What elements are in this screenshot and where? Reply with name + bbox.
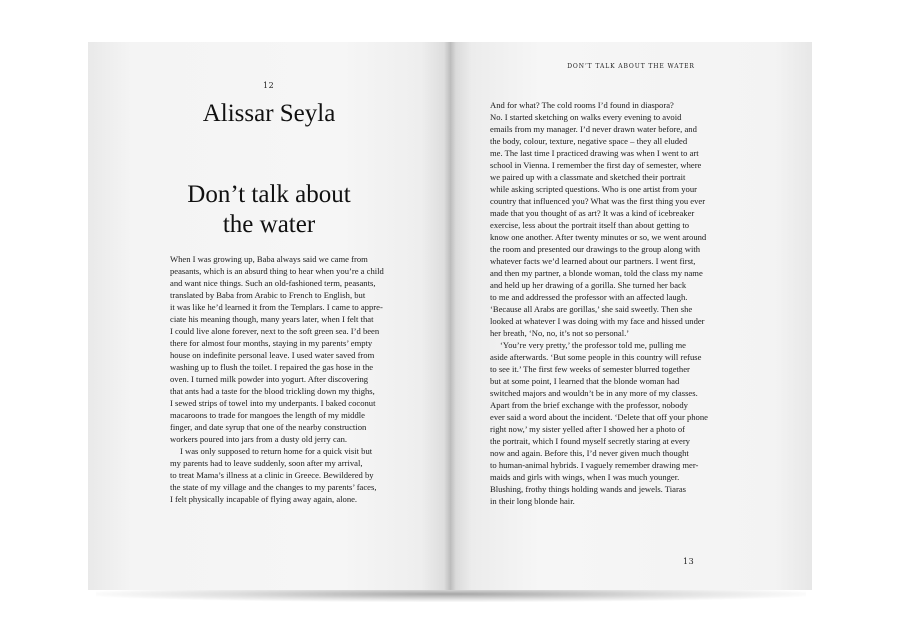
text-line: right now,’ my sister yelled after I showed her a photo of	[490, 424, 685, 434]
text-line: to treat Mama’s illness at a clinic in Greece. Bewildered by	[170, 470, 374, 480]
text-line: and want nice things. Such an old-fashioned term, peasants,	[170, 278, 376, 288]
running-head: DON’T TALK ABOUT THE WATER	[567, 63, 695, 70]
title-line: Don’t talk about	[187, 181, 351, 208]
text-line: No. I started sketching on walks every evening to avoid	[490, 112, 682, 122]
text-line: but at some point, I learned that the blonde woman had	[490, 376, 680, 386]
text-line: macaroons to trade for mangoes the length of my middle	[170, 410, 365, 420]
text-line: maids and girls with wings, when I was much younger.	[490, 472, 680, 482]
text-line: I sewed strips of towel into my underpants. I baked coconut	[170, 398, 376, 408]
text-line: ‘Because all Arabs are gorillas,’ she said sweetly. Then she	[490, 304, 693, 314]
text-line: When I was growing up, Baba always said we came from	[170, 254, 368, 264]
text-line: ever said a word about the incident. ‘Delete that off your phone	[490, 412, 708, 422]
text-line: I felt physically incapable of flying away again, alone.	[170, 494, 358, 504]
text-line: emails from my manager. I’d never drawn water before, and	[490, 124, 697, 134]
text-line: I was only supposed to return home for a quick visit but	[180, 446, 373, 456]
page-number: 13	[683, 557, 695, 566]
title-line: the water	[222, 211, 316, 238]
text-line: looked at whatever I was doing with my face and hissed under	[490, 316, 705, 326]
text-line: exercise, less about the portrait itself than about getting to	[490, 220, 690, 230]
text-line: workers poured into jars from a dusty old jerry can.	[170, 434, 348, 444]
story-title	[88, 180, 450, 240]
text-line: the room and presented our drawings to the group along with	[490, 244, 701, 254]
text-line: peasants, which is an absurd thing to hear when you’re a child	[170, 266, 384, 276]
body-text	[170, 253, 418, 505]
right-page	[450, 42, 812, 590]
left-page	[88, 42, 450, 590]
text-line: country that influenced you? What was the first thing you ever	[490, 196, 706, 206]
text-line: made that you thought of as art? It was a kind of icebreaker	[490, 208, 695, 218]
text-line: And for what? The cold rooms I’d found in diaspora?	[490, 100, 674, 110]
text-line: and held up her drawing of a gorilla. She turned her back	[490, 280, 687, 290]
text-line: it was like he’d learned it from the Templars. I came to appre-	[170, 302, 383, 312]
text-line: ‘You’re very pretty,’ the professor told me, pulling me	[500, 340, 686, 350]
text-line: the portrait, which I found myself secretly staring at every	[490, 436, 690, 446]
text-line: now and again. Before this, I’d never given much thought	[490, 448, 689, 458]
text-line: her breath, ‘No, no, it’s not so personal.’	[490, 328, 630, 338]
text-line: oven. I turned milk powder into yogurt. After discovering	[170, 374, 369, 384]
open-book	[88, 42, 812, 590]
text-line: translated by Baba from Arabic to French to English, but	[170, 290, 366, 300]
text-line: to human-animal hybrids. I vaguely remember drawing mer-	[490, 460, 699, 470]
text-line: whatever facts we’d learned about our partners. I went first,	[490, 256, 696, 266]
text-line: know one another. After twenty minutes or so, we went around	[490, 232, 707, 242]
text-line: we paired up with a classmate and sketched their portrait	[490, 172, 686, 182]
text-line: the body, colour, texture, negative space – they all eluded	[490, 136, 688, 146]
page-number: 12	[263, 81, 275, 90]
text-line: while asking scripted questions. Who is one artist from your	[490, 184, 698, 194]
text-line: and then my partner, a blonde woman, told the class my name	[490, 268, 703, 278]
book-gutter	[444, 42, 456, 590]
text-line: Blushing, frothy things holding wands and jewels. Tiaras	[490, 484, 686, 494]
text-line: my parents had to leave suddenly, soon after my arrival,	[170, 458, 363, 468]
text-line: in their long blonde hair.	[490, 496, 575, 506]
author-name: Alissar Seyla	[202, 100, 336, 127]
text-line: school in Vienna. I remember the first day of semester, where	[490, 160, 702, 170]
text-line: aside afterwards. ‘But some people in this country will refuse	[490, 352, 702, 362]
text-line: there for almost four months, staying in my parents’ empty	[170, 338, 373, 348]
text-line: switched majors and wouldn’t be in any more of my classes.	[490, 388, 698, 398]
text-line: to see it.’ The first few weeks of semester blurred together	[490, 364, 690, 374]
text-line: that ants had a taste for the blood trickling down my thighs,	[170, 386, 375, 396]
text-line: I could live alone forever, next to the soft green sea. I’d been	[170, 326, 380, 336]
text-line: to me and addressed the professor with an affected laugh.	[490, 292, 688, 302]
text-line: the state of my village and the changes to my parents’ faces,	[170, 482, 377, 492]
body-text	[490, 99, 742, 507]
text-line: washing up to flush the toilet. I repaired the gas hose in the	[170, 362, 374, 372]
text-line: me. The last time I practiced drawing was when I went to art	[490, 148, 699, 158]
text-line: finger, and date syrup that one of the nearby construction	[170, 422, 367, 432]
text-line: house on indefinite personal leave. I used water saved from	[170, 350, 375, 360]
text-line: ciate his meaning though, many years later, when I felt that	[170, 314, 374, 324]
text-line: Apart from the brief exchange with the professor, nobody	[490, 400, 688, 410]
